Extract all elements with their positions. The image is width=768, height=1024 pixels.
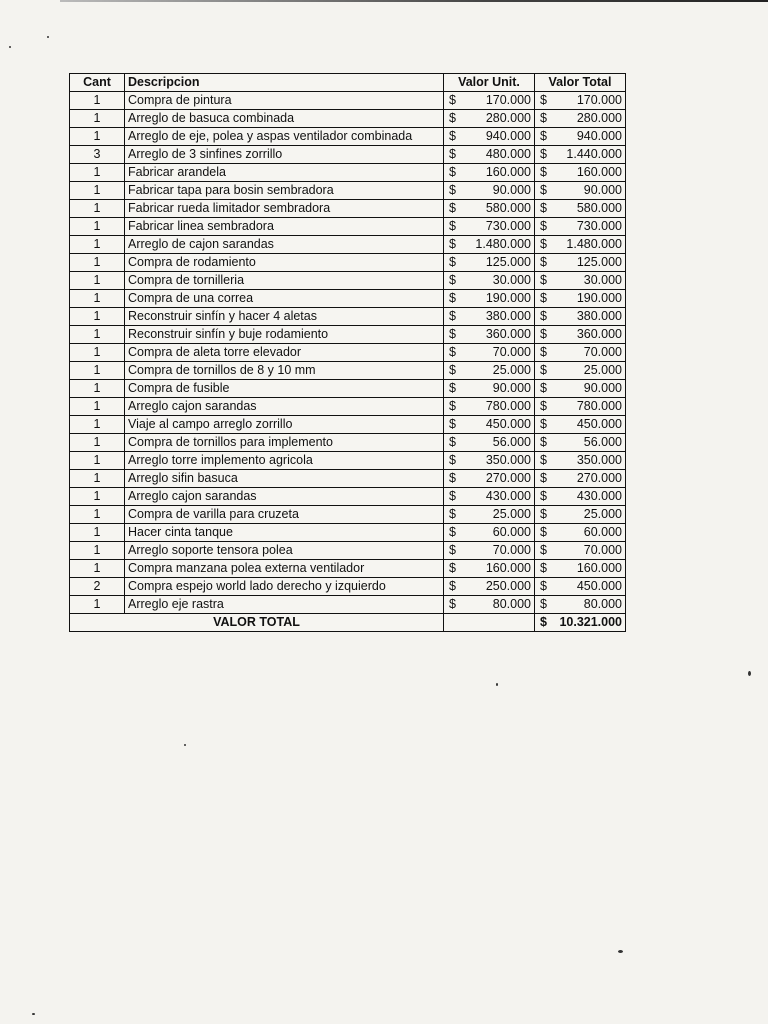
currency-symbol: $ bbox=[449, 453, 456, 467]
cell-cant: 1 bbox=[70, 560, 125, 578]
currency-symbol: $ bbox=[449, 489, 456, 503]
currency-symbol: $ bbox=[540, 165, 547, 179]
table-row bbox=[70, 452, 626, 470]
currency-symbol: $ bbox=[540, 255, 547, 269]
table-row bbox=[70, 596, 626, 614]
total-label: VALOR TOTAL bbox=[70, 614, 444, 632]
currency-symbol: $ bbox=[540, 507, 547, 521]
cell-valor-total bbox=[535, 200, 626, 218]
cell-valor-unit bbox=[444, 452, 535, 470]
valor-total-amount: 450.000 bbox=[576, 417, 622, 431]
cell-descripcion: Fabricar tapa para bosin sembradora bbox=[125, 182, 444, 200]
cell-cant: 1 bbox=[70, 290, 125, 308]
table-row bbox=[70, 236, 626, 254]
valor-unit-amount: 580.000 bbox=[485, 201, 531, 215]
cell-descripcion: Compra espejo world lado derecho y izquierdo bbox=[125, 578, 444, 596]
valor-unit-amount: 170.000 bbox=[485, 93, 531, 107]
table-row bbox=[70, 326, 626, 344]
currency-symbol: $ bbox=[449, 597, 456, 611]
currency-symbol: $ bbox=[449, 147, 456, 161]
cell-valor-unit bbox=[444, 506, 535, 524]
cell-valor-unit bbox=[444, 488, 535, 506]
table-row bbox=[70, 524, 626, 542]
cell-cant: 1 bbox=[70, 344, 125, 362]
cell-cant: 1 bbox=[70, 596, 125, 614]
currency-symbol: $ bbox=[449, 165, 456, 179]
cell-valor-unit bbox=[444, 164, 535, 182]
scan-top-edge-line bbox=[60, 0, 768, 2]
table-row bbox=[70, 560, 626, 578]
cell-cant: 1 bbox=[70, 254, 125, 272]
cell-descripcion: Fabricar rueda limitador sembradora bbox=[125, 200, 444, 218]
total-value: 10.321.000 bbox=[559, 615, 622, 629]
currency-symbol: $ bbox=[540, 381, 547, 395]
cell-valor-total bbox=[535, 236, 626, 254]
valor-unit-amount: 190.000 bbox=[485, 291, 531, 305]
currency-symbol: $ bbox=[449, 471, 456, 485]
currency-symbol: $ bbox=[449, 111, 456, 125]
currency-symbol: $ bbox=[449, 219, 456, 233]
table-row bbox=[70, 200, 626, 218]
valor-unit-amount: 125.000 bbox=[485, 255, 531, 269]
cell-valor-unit bbox=[444, 542, 535, 560]
currency-symbol: $ bbox=[449, 291, 456, 305]
currency-symbol: $ bbox=[540, 345, 547, 359]
currency-symbol: $ bbox=[449, 507, 456, 521]
valor-unit-amount: 940.000 bbox=[485, 129, 531, 143]
cell-valor-unit bbox=[444, 560, 535, 578]
cell-valor-unit bbox=[444, 200, 535, 218]
cell-valor-unit bbox=[444, 470, 535, 488]
valor-total-amount: 270.000 bbox=[576, 471, 622, 485]
total-row bbox=[70, 614, 626, 632]
cell-cant: 1 bbox=[70, 128, 125, 146]
cell-cant: 1 bbox=[70, 506, 125, 524]
cell-cant: 1 bbox=[70, 488, 125, 506]
currency-symbol: $ bbox=[540, 237, 547, 251]
cell-valor-unit bbox=[444, 416, 535, 434]
cell-descripcion: Arreglo soporte tensora polea bbox=[125, 542, 444, 560]
valor-total-amount: 80.000 bbox=[583, 597, 622, 611]
currency-symbol: $ bbox=[540, 129, 547, 143]
cell-descripcion: Compra manzana polea externa ventilador bbox=[125, 560, 444, 578]
valor-total-amount: 25.000 bbox=[583, 507, 622, 521]
cell-valor-total bbox=[535, 380, 626, 398]
table-row bbox=[70, 290, 626, 308]
cell-valor-total bbox=[535, 110, 626, 128]
total-empty-cell bbox=[444, 614, 535, 632]
valor-total-amount: 160.000 bbox=[576, 561, 622, 575]
currency-symbol: $ bbox=[540, 111, 547, 125]
currency-symbol: $ bbox=[449, 255, 456, 269]
cell-valor-total bbox=[535, 542, 626, 560]
valor-unit-amount: 1.480.000 bbox=[475, 237, 531, 251]
valor-unit-amount: 80.000 bbox=[492, 597, 531, 611]
cell-cant: 1 bbox=[70, 272, 125, 290]
cell-valor-total bbox=[535, 326, 626, 344]
cell-descripcion: Hacer cinta tanque bbox=[125, 524, 444, 542]
cell-descripcion: Compra de aleta torre elevador bbox=[125, 344, 444, 362]
cell-valor-unit bbox=[444, 398, 535, 416]
cell-cant: 1 bbox=[70, 200, 125, 218]
scan-speck bbox=[32, 1013, 35, 1015]
cell-cant: 1 bbox=[70, 398, 125, 416]
table-row bbox=[70, 380, 626, 398]
valor-unit-amount: 70.000 bbox=[492, 543, 531, 557]
header-cant: Cant bbox=[70, 74, 125, 92]
currency-symbol: $ bbox=[540, 291, 547, 305]
table-row bbox=[70, 92, 626, 110]
currency-symbol: $ bbox=[540, 201, 547, 215]
cell-valor-total bbox=[535, 254, 626, 272]
valor-total-amount: 25.000 bbox=[583, 363, 622, 377]
total-value-cell bbox=[535, 614, 626, 632]
table-row bbox=[70, 506, 626, 524]
valor-total-amount: 360.000 bbox=[576, 327, 622, 341]
cell-descripcion: Arreglo de basuca combinada bbox=[125, 110, 444, 128]
cell-cant: 1 bbox=[70, 326, 125, 344]
table-header-row bbox=[70, 74, 626, 92]
cell-descripcion: Compra de tornilleria bbox=[125, 272, 444, 290]
currency-symbol: $ bbox=[449, 543, 456, 557]
cell-cant: 1 bbox=[70, 452, 125, 470]
table-row bbox=[70, 362, 626, 380]
valor-unit-amount: 350.000 bbox=[485, 453, 531, 467]
table-row bbox=[70, 128, 626, 146]
cell-cant: 3 bbox=[70, 146, 125, 164]
cell-valor-unit bbox=[444, 344, 535, 362]
valor-unit-amount: 360.000 bbox=[485, 327, 531, 341]
valor-unit-amount: 160.000 bbox=[485, 561, 531, 575]
currency-symbol: $ bbox=[449, 201, 456, 215]
valor-total-amount: 190.000 bbox=[576, 291, 622, 305]
cell-descripcion: Arreglo de cajon sarandas bbox=[125, 236, 444, 254]
table-row bbox=[70, 182, 626, 200]
cell-valor-total bbox=[535, 362, 626, 380]
cell-valor-total bbox=[535, 470, 626, 488]
cell-cant: 1 bbox=[70, 92, 125, 110]
valor-unit-amount: 730.000 bbox=[485, 219, 531, 233]
cell-valor-total bbox=[535, 596, 626, 614]
currency-symbol: $ bbox=[540, 615, 547, 629]
cell-descripcion: Compra de tornillos para implemento bbox=[125, 434, 444, 452]
valor-unit-amount: 250.000 bbox=[485, 579, 531, 593]
cell-valor-unit bbox=[444, 380, 535, 398]
cell-descripcion: Viaje al campo arreglo zorrillo bbox=[125, 416, 444, 434]
cell-valor-total bbox=[535, 398, 626, 416]
cell-valor-total bbox=[535, 560, 626, 578]
valor-total-amount: 730.000 bbox=[576, 219, 622, 233]
currency-symbol: $ bbox=[540, 489, 547, 503]
cell-valor-unit bbox=[444, 218, 535, 236]
cell-cant: 1 bbox=[70, 308, 125, 326]
currency-symbol: $ bbox=[540, 183, 547, 197]
cell-valor-total bbox=[535, 452, 626, 470]
cell-valor-total bbox=[535, 92, 626, 110]
cell-descripcion: Arreglo torre implemento agricola bbox=[125, 452, 444, 470]
cell-valor-unit bbox=[444, 146, 535, 164]
cell-cant: 1 bbox=[70, 434, 125, 452]
valor-unit-amount: 60.000 bbox=[492, 525, 531, 539]
table-row bbox=[70, 146, 626, 164]
scan-speck bbox=[47, 36, 49, 38]
cell-descripcion: Arreglo de 3 sinfines zorrillo bbox=[125, 146, 444, 164]
currency-symbol: $ bbox=[540, 399, 547, 413]
cell-descripcion: Compra de fusible bbox=[125, 380, 444, 398]
cell-valor-unit bbox=[444, 362, 535, 380]
valor-total-amount: 90.000 bbox=[583, 381, 622, 395]
currency-symbol: $ bbox=[449, 93, 456, 107]
currency-symbol: $ bbox=[540, 417, 547, 431]
valor-total-amount: 430.000 bbox=[576, 489, 622, 503]
currency-symbol: $ bbox=[449, 417, 456, 431]
cell-cant: 1 bbox=[70, 524, 125, 542]
currency-symbol: $ bbox=[540, 579, 547, 593]
valor-unit-amount: 480.000 bbox=[485, 147, 531, 161]
table-row bbox=[70, 218, 626, 236]
cell-cant: 1 bbox=[70, 362, 125, 380]
cell-cant: 1 bbox=[70, 218, 125, 236]
valor-unit-amount: 380.000 bbox=[485, 309, 531, 323]
cell-valor-total bbox=[535, 344, 626, 362]
cell-descripcion: Compra de tornillos de 8 y 10 mm bbox=[125, 362, 444, 380]
valor-total-amount: 580.000 bbox=[576, 201, 622, 215]
table-row bbox=[70, 578, 626, 596]
valor-total-amount: 350.000 bbox=[576, 453, 622, 467]
cell-valor-total bbox=[535, 524, 626, 542]
cell-valor-total bbox=[535, 182, 626, 200]
cell-valor-total bbox=[535, 308, 626, 326]
valor-total-amount: 940.000 bbox=[576, 129, 622, 143]
valor-total-amount: 70.000 bbox=[583, 345, 622, 359]
cell-cant: 1 bbox=[70, 380, 125, 398]
currency-symbol: $ bbox=[540, 435, 547, 449]
valor-unit-amount: 280.000 bbox=[485, 111, 531, 125]
table-row bbox=[70, 110, 626, 128]
cell-valor-unit bbox=[444, 308, 535, 326]
cell-cant: 1 bbox=[70, 182, 125, 200]
cell-cant: 1 bbox=[70, 164, 125, 182]
cell-valor-unit bbox=[444, 326, 535, 344]
cell-valor-unit bbox=[444, 272, 535, 290]
currency-symbol: $ bbox=[449, 363, 456, 377]
currency-symbol: $ bbox=[449, 399, 456, 413]
valor-total-amount: 280.000 bbox=[576, 111, 622, 125]
currency-symbol: $ bbox=[540, 219, 547, 233]
cell-cant: 2 bbox=[70, 578, 125, 596]
table-row bbox=[70, 164, 626, 182]
table-row bbox=[70, 254, 626, 272]
currency-symbol: $ bbox=[540, 597, 547, 611]
table-row bbox=[70, 470, 626, 488]
valor-unit-amount: 780.000 bbox=[485, 399, 531, 413]
valor-total-amount: 125.000 bbox=[576, 255, 622, 269]
cell-valor-total bbox=[535, 416, 626, 434]
valor-unit-amount: 90.000 bbox=[492, 381, 531, 395]
cell-valor-unit bbox=[444, 236, 535, 254]
cell-descripcion: Fabricar linea sembradora bbox=[125, 218, 444, 236]
valor-unit-amount: 56.000 bbox=[492, 435, 531, 449]
cell-descripcion: Fabricar arandela bbox=[125, 164, 444, 182]
currency-symbol: $ bbox=[449, 129, 456, 143]
currency-symbol: $ bbox=[540, 363, 547, 377]
cell-cant: 1 bbox=[70, 416, 125, 434]
currency-symbol: $ bbox=[540, 327, 547, 341]
table-row bbox=[70, 344, 626, 362]
currency-symbol: $ bbox=[449, 435, 456, 449]
currency-symbol: $ bbox=[449, 345, 456, 359]
cell-valor-unit bbox=[444, 596, 535, 614]
cell-valor-unit bbox=[444, 110, 535, 128]
valor-unit-amount: 160.000 bbox=[485, 165, 531, 179]
cell-descripcion: Reconstruir sinfín y hacer 4 aletas bbox=[125, 308, 444, 326]
valor-unit-amount: 25.000 bbox=[492, 507, 531, 521]
table-row bbox=[70, 308, 626, 326]
valor-unit-amount: 430.000 bbox=[485, 489, 531, 503]
cell-descripcion: Compra de rodamiento bbox=[125, 254, 444, 272]
valor-total-amount: 160.000 bbox=[576, 165, 622, 179]
cell-valor-unit bbox=[444, 254, 535, 272]
currency-symbol: $ bbox=[540, 561, 547, 575]
currency-symbol: $ bbox=[540, 471, 547, 485]
valor-total-amount: 1.440.000 bbox=[566, 147, 622, 161]
cell-descripcion: Arreglo eje rastra bbox=[125, 596, 444, 614]
scan-speck bbox=[748, 671, 751, 676]
table-row bbox=[70, 542, 626, 560]
currency-symbol: $ bbox=[540, 525, 547, 539]
cell-valor-total bbox=[535, 218, 626, 236]
cell-valor-total bbox=[535, 164, 626, 182]
table-row bbox=[70, 416, 626, 434]
cell-descripcion: Reconstruir sinfín y buje rodamiento bbox=[125, 326, 444, 344]
cell-cant: 1 bbox=[70, 542, 125, 560]
currency-symbol: $ bbox=[449, 183, 456, 197]
currency-symbol: $ bbox=[449, 561, 456, 575]
currency-symbol: $ bbox=[449, 309, 456, 323]
currency-symbol: $ bbox=[449, 237, 456, 251]
cell-descripcion: Compra de varilla para cruzeta bbox=[125, 506, 444, 524]
invoice-table bbox=[69, 73, 626, 632]
cell-descripcion: Arreglo cajon sarandas bbox=[125, 488, 444, 506]
cell-valor-unit bbox=[444, 434, 535, 452]
valor-total-amount: 90.000 bbox=[583, 183, 622, 197]
valor-total-amount: 450.000 bbox=[576, 579, 622, 593]
cell-descripcion: Arreglo de eje, polea y aspas ventilador combinada bbox=[125, 128, 444, 146]
cell-valor-total bbox=[535, 290, 626, 308]
header-valor-unit: Valor Unit. bbox=[444, 74, 535, 92]
currency-symbol: $ bbox=[449, 525, 456, 539]
currency-symbol: $ bbox=[540, 273, 547, 287]
table-row bbox=[70, 398, 626, 416]
valor-unit-amount: 270.000 bbox=[485, 471, 531, 485]
cell-valor-unit bbox=[444, 92, 535, 110]
scan-speck bbox=[496, 683, 498, 686]
valor-total-amount: 70.000 bbox=[583, 543, 622, 557]
cell-valor-unit bbox=[444, 578, 535, 596]
valor-total-amount: 56.000 bbox=[583, 435, 622, 449]
cell-valor-total bbox=[535, 146, 626, 164]
currency-symbol: $ bbox=[449, 327, 456, 341]
valor-total-amount: 380.000 bbox=[576, 309, 622, 323]
currency-symbol: $ bbox=[540, 93, 547, 107]
cell-valor-unit bbox=[444, 524, 535, 542]
currency-symbol: $ bbox=[540, 147, 547, 161]
cell-descripcion: Arreglo sifin basuca bbox=[125, 470, 444, 488]
table-row bbox=[70, 488, 626, 506]
scan-speck bbox=[9, 46, 11, 48]
cell-valor-total bbox=[535, 506, 626, 524]
cell-valor-total bbox=[535, 434, 626, 452]
currency-symbol: $ bbox=[449, 579, 456, 593]
currency-symbol: $ bbox=[449, 273, 456, 287]
valor-unit-amount: 30.000 bbox=[492, 273, 531, 287]
cell-cant: 1 bbox=[70, 236, 125, 254]
cell-valor-unit bbox=[444, 182, 535, 200]
cell-valor-total bbox=[535, 578, 626, 596]
table-row bbox=[70, 272, 626, 290]
valor-unit-amount: 450.000 bbox=[485, 417, 531, 431]
scan-speck bbox=[618, 950, 623, 953]
valor-unit-amount: 70.000 bbox=[492, 345, 531, 359]
cell-valor-total bbox=[535, 128, 626, 146]
valor-unit-amount: 25.000 bbox=[492, 363, 531, 377]
valor-unit-amount: 90.000 bbox=[492, 183, 531, 197]
cell-valor-total bbox=[535, 488, 626, 506]
currency-symbol: $ bbox=[449, 381, 456, 395]
table-row bbox=[70, 434, 626, 452]
cell-valor-unit bbox=[444, 128, 535, 146]
cell-cant: 1 bbox=[70, 470, 125, 488]
cell-descripcion: Arreglo cajon sarandas bbox=[125, 398, 444, 416]
currency-symbol: $ bbox=[540, 543, 547, 557]
valor-total-amount: 170.000 bbox=[576, 93, 622, 107]
header-valor-total: Valor Total bbox=[535, 74, 626, 92]
valor-total-amount: 780.000 bbox=[576, 399, 622, 413]
valor-total-amount: 30.000 bbox=[583, 273, 622, 287]
cell-valor-total bbox=[535, 272, 626, 290]
scan-speck bbox=[184, 744, 186, 746]
cell-descripcion: Compra de una correa bbox=[125, 290, 444, 308]
currency-symbol: $ bbox=[540, 309, 547, 323]
valor-total-amount: 1.480.000 bbox=[566, 237, 622, 251]
cell-cant: 1 bbox=[70, 110, 125, 128]
cell-valor-unit bbox=[444, 290, 535, 308]
valor-total-amount: 60.000 bbox=[583, 525, 622, 539]
header-descripcion: Descripcion bbox=[125, 74, 444, 92]
cell-descripcion: Compra de pintura bbox=[125, 92, 444, 110]
currency-symbol: $ bbox=[540, 453, 547, 467]
